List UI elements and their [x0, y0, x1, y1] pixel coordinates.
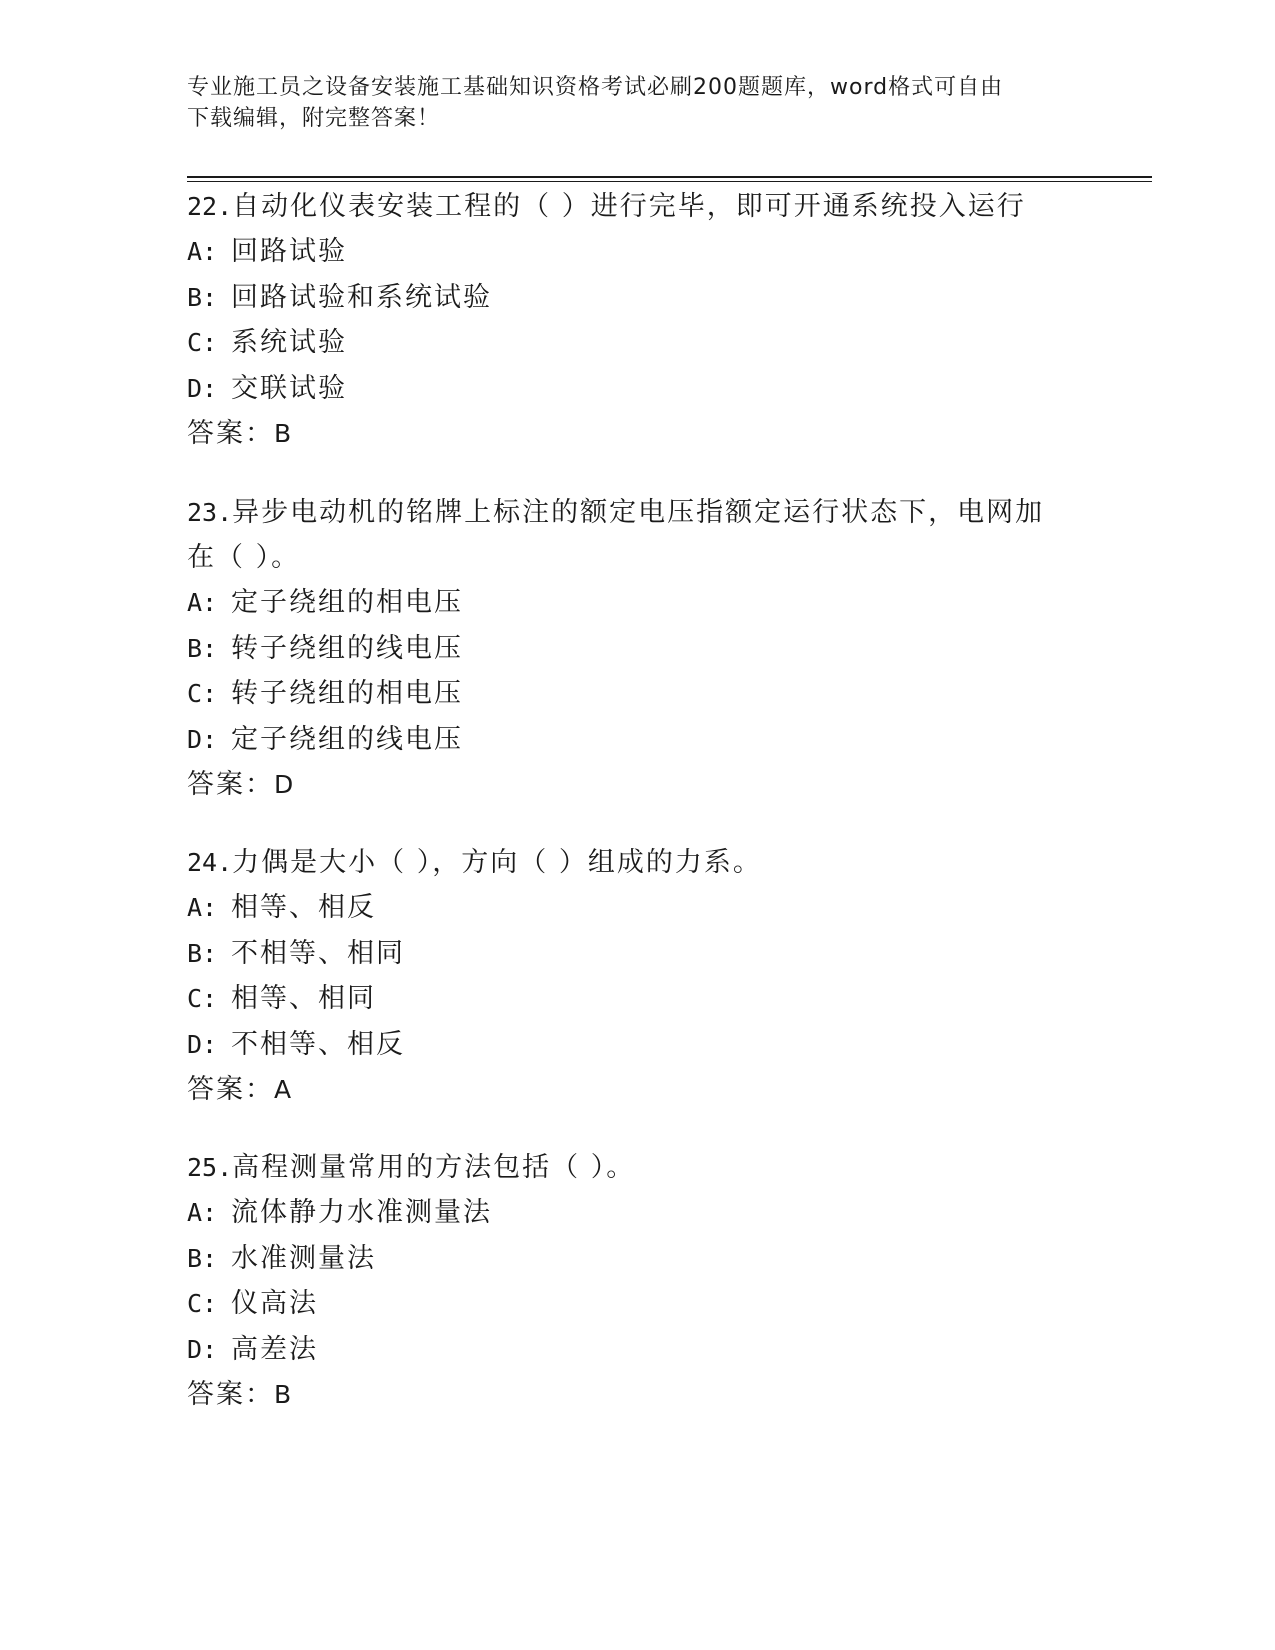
question-stem — [187, 840, 1087, 885]
option-text: 水准测量法 — [231, 1242, 376, 1274]
option-text: 回路试验 — [231, 236, 347, 267]
answer-line — [187, 1067, 1087, 1113]
answer-label: 答案： — [187, 1074, 274, 1105]
question-text: 力偶是大小（ ），方向（ ）组成的力系。 — [232, 847, 762, 878]
question-23 — [187, 490, 1067, 808]
option-text: 转子绕组的相电压 — [231, 678, 463, 709]
question-22 — [187, 184, 1087, 457]
question-25 — [187, 1145, 1087, 1418]
document-header — [187, 72, 1067, 134]
option-c — [187, 1281, 1087, 1327]
header-line-2: 下载编辑，附完整答案！ — [187, 106, 441, 131]
option-letter: C: — [187, 328, 218, 357]
question-stem — [187, 184, 1087, 229]
question-stem — [187, 490, 1067, 580]
option-letter: D: — [187, 1029, 218, 1059]
option-a — [187, 1190, 1087, 1236]
option-letter: D: — [187, 724, 218, 754]
question-number: 23. — [187, 498, 233, 527]
option-d — [187, 1327, 1087, 1373]
option-letter: D: — [187, 373, 218, 403]
answer-value: D — [274, 770, 294, 799]
option-text: 相等、相同 — [231, 983, 376, 1014]
option-letter: A: — [187, 1198, 218, 1227]
option-a — [187, 885, 1087, 931]
answer-label: 答案： — [187, 769, 274, 800]
question-text: 高程测量常用的方法包括（ ）。 — [232, 1152, 636, 1183]
option-b — [187, 931, 1087, 977]
option-text: 定子绕组的线电压 — [231, 723, 463, 755]
option-letter: B: — [187, 938, 218, 968]
option-letter: D: — [187, 1334, 218, 1364]
option-text: 不相等、相同 — [231, 937, 405, 969]
answer-label: 答案： — [187, 1379, 274, 1410]
answer-label: 答案： — [187, 418, 274, 449]
option-letter: B: — [187, 282, 218, 312]
answer-line — [187, 1372, 1087, 1418]
option-b — [187, 275, 1087, 321]
option-text: 回路试验和系统试验 — [231, 281, 492, 313]
option-b — [187, 1236, 1087, 1282]
answer-line — [187, 411, 1087, 457]
option-c — [187, 671, 1067, 717]
option-letter: C: — [187, 679, 218, 708]
option-b — [187, 626, 1067, 672]
question-number: 24. — [187, 848, 233, 877]
option-text: 不相等、相反 — [231, 1028, 405, 1060]
question-text: 自动化仪表安装工程的（ ）进行完毕，即可开通系统投入运行 — [232, 191, 1026, 222]
answer-value: B — [274, 419, 292, 448]
option-text: 仪高法 — [231, 1288, 318, 1319]
option-text: 高差法 — [231, 1333, 318, 1365]
option-text: 流体静力水准测量法 — [231, 1197, 492, 1228]
option-text: 相等、相反 — [231, 892, 376, 923]
question-number: 22. — [187, 192, 233, 221]
option-d — [187, 1022, 1087, 1068]
answer-line — [187, 762, 1067, 808]
header-divider-thick — [187, 176, 1152, 178]
option-c — [187, 320, 1087, 366]
option-a — [187, 229, 1087, 275]
option-letter: C: — [187, 1289, 218, 1318]
option-text: 转子绕组的线电压 — [231, 632, 463, 664]
option-text: 交联试验 — [231, 372, 347, 404]
header-line-1: 专业施工员之设备安装施工基础知识资格考试必刷200题题库，word格式可自由 — [187, 75, 1004, 100]
option-letter: C: — [187, 984, 218, 1013]
header-divider-thin — [187, 181, 1152, 182]
answer-value: A — [274, 1075, 292, 1104]
option-c — [187, 976, 1087, 1022]
question-text: 异步电动机的铭牌上标注的额定电压指额定运行状态下，电网加在（ ）。 — [187, 497, 1045, 573]
answer-value: B — [274, 1380, 292, 1409]
question-stem — [187, 1145, 1087, 1190]
option-d — [187, 717, 1067, 763]
option-text: 系统试验 — [231, 327, 347, 358]
option-letter: B: — [187, 1243, 218, 1273]
option-letter: A: — [187, 237, 218, 266]
option-letter: A: — [187, 588, 218, 617]
option-d — [187, 366, 1087, 412]
question-number: 25. — [187, 1153, 233, 1182]
question-24 — [187, 840, 1087, 1113]
option-a — [187, 580, 1067, 626]
option-text: 定子绕组的相电压 — [231, 587, 463, 618]
option-letter: B: — [187, 633, 218, 663]
option-letter: A: — [187, 893, 218, 922]
